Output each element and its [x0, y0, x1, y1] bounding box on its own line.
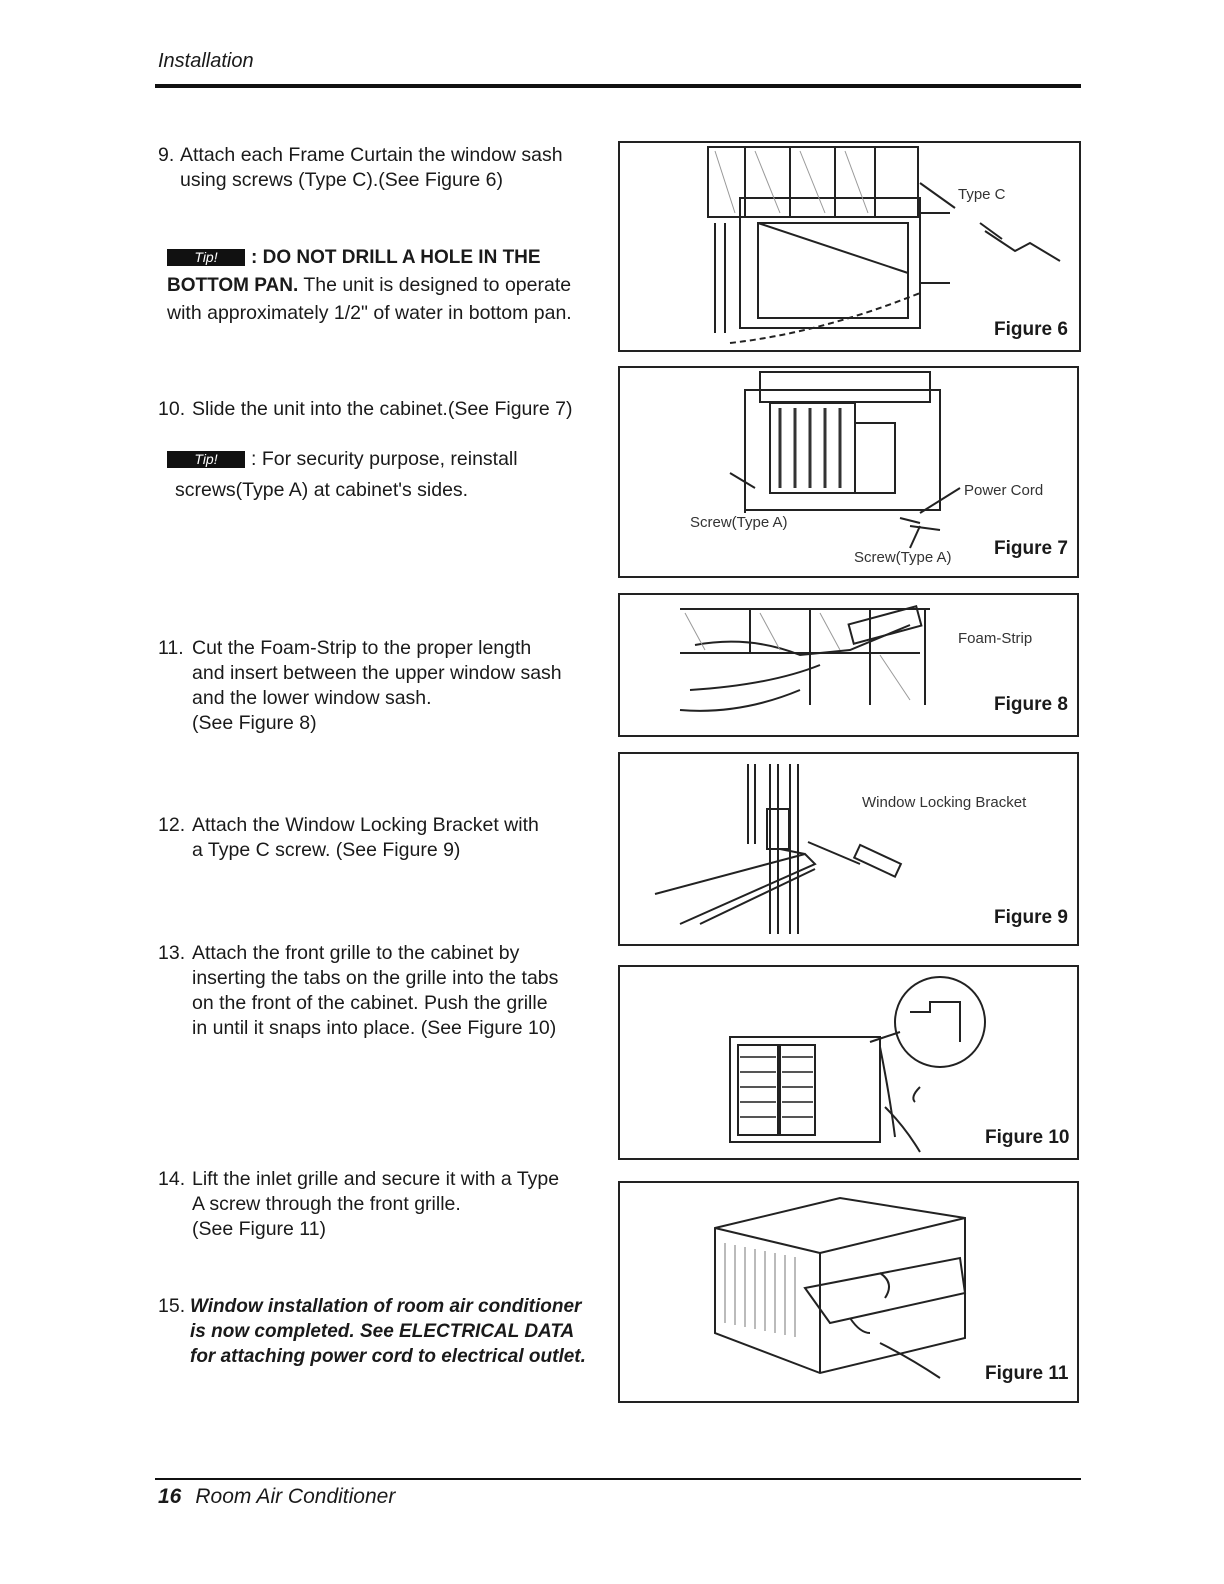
step-text: and the lower window sash. — [192, 687, 432, 709]
step-text: and insert between the upper window sash — [192, 662, 562, 684]
step-number: 15. — [158, 1295, 186, 1317]
callout-foam-strip: Foam-Strip — [958, 630, 1033, 647]
figure-7 — [618, 366, 1079, 578]
page-footer — [158, 1485, 395, 1509]
figure-9 — [618, 752, 1079, 946]
step-text: for attaching power cord to electrical outlet. — [190, 1346, 586, 1367]
figure-caption: Figure 8 — [994, 694, 1068, 715]
step-number: 11. — [158, 637, 184, 659]
figure-caption: Figure 11 — [985, 1363, 1069, 1384]
tip-text: screws(Type A) at cabinet's sides. — [175, 479, 469, 501]
step-10 — [158, 397, 572, 422]
tip-2 — [167, 447, 518, 503]
tip-text: with approximately 1/2" of water in bottom pan. — [167, 302, 572, 324]
footer-rule — [155, 1478, 1081, 1480]
step-text: Attach the Window Locking Bracket with — [192, 814, 539, 836]
figure-caption: Figure 7 — [994, 538, 1068, 559]
step-number: 9. — [158, 144, 175, 166]
step-text: on the front of the cabinet. Push the grille — [192, 992, 548, 1014]
step-number: 12. — [158, 814, 186, 836]
header-rule — [155, 84, 1081, 88]
callout-type-c: Type C — [958, 186, 1006, 203]
tip-heading: : DO NOT DRILL A HOLE IN THE — [251, 247, 541, 268]
document-title: Room Air Conditioner — [195, 1485, 396, 1508]
step-number: 13. — [158, 942, 186, 964]
step-11 — [158, 636, 562, 736]
step-text: (See Figure 11) — [192, 1218, 327, 1240]
step-text: (See Figure 8) — [192, 712, 317, 734]
figure-caption: Figure 9 — [994, 907, 1068, 928]
figure-6 — [618, 141, 1081, 352]
figure-8 — [618, 593, 1079, 737]
step-text: Slide the unit into the cabinet.(See Figure 7) — [192, 398, 573, 420]
section-title: Installation — [158, 50, 254, 72]
callout-screw-type-a-right: Screw(Type A) — [854, 549, 952, 566]
tip-badge: Tip! — [167, 451, 245, 468]
step-text: Cut the Foam-Strip to the proper length — [192, 637, 532, 659]
callout-screw-type-a-left: Screw(Type A) — [690, 514, 788, 531]
figure-11 — [618, 1181, 1079, 1403]
step-text: A screw through the front grille. — [192, 1193, 461, 1215]
step-text: is now completed. See ELECTRICAL DATA — [190, 1321, 575, 1342]
tip-text: The unit is designed to operate — [298, 274, 572, 296]
tip-text: : For security purpose, reinstall — [251, 448, 518, 470]
tip-1 — [167, 245, 617, 326]
tip-heading-cont: BOTTOM PAN. — [167, 275, 299, 296]
step-text: Attach each Frame Curtain the window sash — [180, 144, 563, 166]
step-text: Window installation of room air conditioner — [190, 1296, 582, 1317]
figure-10 — [618, 965, 1079, 1160]
step-9 — [158, 143, 563, 193]
step-text: a Type C screw. (See Figure 9) — [192, 839, 461, 861]
step-text: Lift the inlet grille and secure it with a Type — [192, 1168, 560, 1190]
step-number: 14. — [158, 1168, 186, 1190]
step-number: 10. — [158, 398, 186, 420]
step-text: in until it snaps into place. (See Figure 10) — [192, 1017, 557, 1039]
figure-caption: Figure 6 — [994, 319, 1068, 340]
tip-badge: Tip! — [167, 249, 245, 266]
step-text: using screws (Type C).(See Figure 6) — [180, 169, 503, 191]
callout-power-cord: Power Cord — [964, 482, 1044, 499]
step-text: Attach the front grille to the cabinet by — [192, 942, 520, 964]
step-13 — [158, 941, 558, 1041]
callout-window-locking-bracket: Window Locking Bracket — [862, 794, 1027, 811]
figure-caption: Figure 10 — [985, 1127, 1070, 1148]
step-12 — [158, 813, 539, 863]
step-15 — [158, 1294, 586, 1369]
step-text: inserting the tabs on the grille into the tabs — [192, 967, 559, 989]
page-number: 16 — [158, 1485, 182, 1508]
step-14 — [158, 1167, 559, 1242]
